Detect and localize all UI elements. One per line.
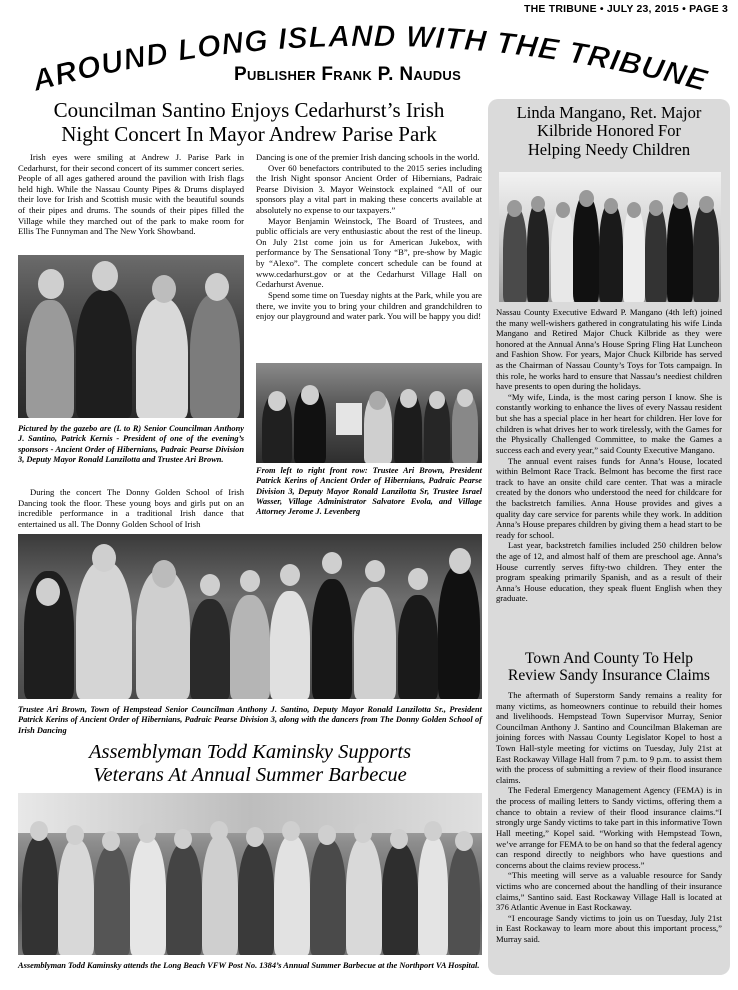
publisher-line: Publisher Frank P. Naudus [234,64,462,85]
story4-paragraph: The Federal Emergency Management Agency (FEMA) is in the process of mailing letters to Sandy victims, offering them a chance to obtain a review of their flood insurance claims.“I strongly urge Sandy victims to take part in this informative Town Hall meeting,” Kopel said. “Working with Hempstead Town, we’ve arrange for FEMA to be on hand so that the federal agency can respond directly to neighbors who have questions and concerns about the claims review process.” [496,785,722,870]
story3-photo [499,172,721,302]
story2-photo [18,793,482,955]
story1-paragraph: Dancing is one of the premier Irish dancing schools in the world. [256,152,480,162]
story1-headline-line1: Councilman Santino Enjoys Cedarhurst’s Irish [53,98,445,122]
story2-headline [18,741,482,787]
story1-paragraph: Over 60 benefactors contributed to the 2015 series including the Irish Night sponsor Ancient Order of Hibernians, Padraic Pearse Division 3. Mayor Weinstock explained “All of our sponsors play a vital part in making these concerts available at absolutely no expense to our taxpayers.” [256,162,482,216]
story2-headline-line2: Veterans At Annual Summer Barbecue [93,763,407,786]
story3-headline-line2: Kilbride Honored For [537,121,681,141]
story1-paragraph: During the concert The Donny Golden School of Irish Dancing took the floor. These young boys and girls put on an incredible performance in a traditional Irish dance that entertained us all. The Donny Golden School of Irish [18,487,244,529]
story4-body [496,690,722,945]
story4-headline-line1: Town And County To Help [524,650,694,667]
story3-paragraph: “My wife, Linda, is the most caring person I know. She is constantly working to enhance the lives of every Nassau resident but she has a special place in her heart for children. Her love for children is what drives her to work tirelessly, with the Games for the Physically Challenged Committee, to make the Games a success each and every year,” said County Executive Mangano. [496,391,722,455]
story1-photo3 [18,534,482,699]
story4-paragraph: “This meeting will serve as a valuable resource for Sandy victims who are concerned about the handling of their insurance claims,” Santino said. East Rockaway Village Hall is located at 376 Atlantic Avenue in East Rockaway. [496,870,722,913]
story1-photo2-caption: From left to right front row: Trustee Ari Brown, President Patrick Kerins of Ancient Order of Hibernians, Padraic Pearse Division 3, Deputy Mayor Ronald Lanzilotta Sr, Trustee Israel Wasser, Village Administrator Salvatore Evola, and Village Attorney Jerome J. Levenberg [256,466,482,516]
story3-headline-line1: Linda Mangano, Ret. Major [516,103,702,122]
masthead-title: AROUND LONG ISLAND WITH THE TRIBUNE [28,19,711,96]
story1-photo3-caption: Trustee Ari Brown, Town of Hempstead Senior Councilman Anthony J. Santino, Deputy Mayor Ronald Lanzilotta Sr., President Patrick Kerins of Ancient Order of Hibernians, Padraic Pearse Division 3, along with the dancers from The Donny Golden School of Irish Dancing [18,705,482,735]
story1-photo2 [256,363,482,463]
story4-headline [492,650,726,685]
story4-paragraph: “I encourage Sandy victims to join us on Tuesday, July 21st in East Rockaway to learn more about this important process,” Murray said. [496,912,722,945]
story1-photo1-caption: Pictured by the gazebo are (L to R) Senior Councilman Anthony J. Santino, Patrick Kernis - President of one of the evening’s sponsors - Ancient Order of Hibernians, Padraic Pearse Division 3, Deputy Mayor Ronald Lanzilotta and Trustee Ari Brown. [18,424,244,464]
story1-col2 [256,152,482,322]
story2-headline-line1: Assemblyman Todd Kaminsky Supports [88,741,412,763]
story4-paragraph: The aftermath of Superstorm Sandy remains a reality for many victims, as homeowners continue to rebuild their homes and livelihoods. Hempstead Town Supervisor Murray, Senior Councilman Anthony J. Santino and Councilman Blakeman are joining forces with Nassau County Legislator Kopel to host a Town Hall-style meeting for victims on Tuesday, July 21st at East Rockaway Village Hall from 7 p.m. to 9 p.m. to assist them with the process of submitting a review of their flood insurance claims. [496,690,722,785]
story1-photo1 [18,255,244,418]
story1-headline [14,99,484,146]
story1-paragraph: Mayor Benjamin Weinstock, The Board of Trustees, and public officials are very enthusiastic about the rest of the lineup. On July 21st come join us for American Jukebox, with performance by The Sensational Tony “B”, pre-show by Magic by “Alexo”. The complete concert schedule can be found at www.cedarhurst.gov or at the Cedarhurst Village Hall on Cedarhurst Avenue. [256,215,482,290]
story3-headline [492,104,726,159]
story3-body [496,307,722,604]
story1-col1-top [18,152,244,237]
page-folio: THE TRIBUNE • JULY 23, 2015 • PAGE 3 [523,3,728,15]
story1-paragraph: Spend some time on Tuesday nights at the Park, while you are there, we invite you to bring your children and grandchildren to enjoy our playground and water park. You will be happy you did! [256,289,482,322]
story3-paragraph: Last year, backstretch families included 250 children below the age of 12, and almost half of them are preschool age. Anna’s House currently serves fifty-two children. They enter the program speaking primarily Spanish, and as a result of their Anna’s House education, they speak fluent English when they graduate. [496,540,722,604]
story1-headline-line2: Night Concert In Mayor Andrew Parise Park [61,121,437,146]
story1-paragraph: Irish eyes were smiling at Andrew J. Parise Park in Cedarhurst, for their second concert of its summer concert series. People of all ages gathered around the pavilion with Irish flags held high. While the Nassau County Pipes & Drums displayed their love for Irish and Scottish music with the beautiful sounds of their pipes and drums. The sounds of their pipes filled the Village while they marched out of the park to make room for Ellis The Funnyman and The New York Showband. [18,152,244,237]
story3-headline-line3: Helping Needy Children [527,139,691,159]
story3-paragraph: The annual event raises funds for Anna’s House, located within Belmont Race Track. Belmont has become the first race track to have an onsite child care center. That was a miracle created by the donors who understood the need for childcare for the backstretch families. Anna House provides and gives a quality day care service for parents while they work. In addition Anna’s House prepares children by giving them a head start to be ready for school. [496,455,722,540]
story3-paragraph: Nassau County Executive Edward P. Mangano (4th left) joined the many well-wishers gathered in congratulating his wife Linda Mangano and Retired Major Chuck Kilbride as they were honored at the Annual Anna’s House Spring Fling Hat Luncheon and Fashion Show. For years, Major Chuck Kilbride has served as the Chairman of Nassau County’s Toys for Tots campaign. In this role, he works hard to ensure that Nassau’s neediest children have presents to open during the holidays. [496,307,722,392]
story1-col1-bottom [18,487,244,529]
story2-photo-caption: Assemblyman Todd Kaminsky attends the Long Beach VFW Post No. 1384’s Annual Summer Barbecue at the Northport VA Hospital. [18,961,480,970]
story4-headline-line2: Review Sandy Insurance Claims [508,667,710,685]
